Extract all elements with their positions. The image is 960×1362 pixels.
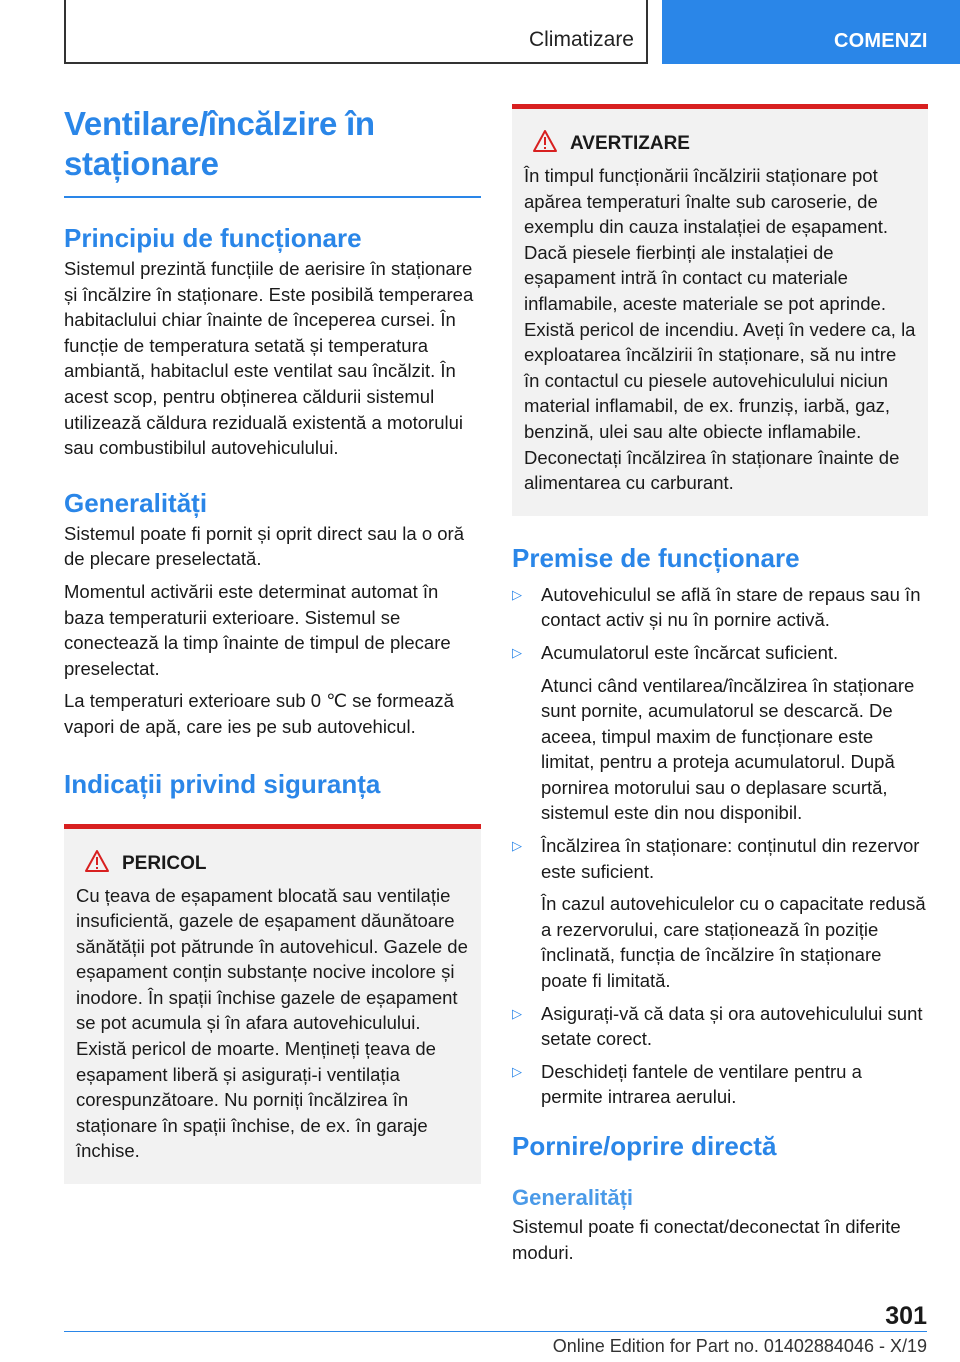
principiu-text: Sistemul prezintă funcțiile de aerisire în staționare și încălzire în staționare. Este posibilă temperarea habitaclului chiar înainte de începerea cursei. În funcție de temperatura setată și temperatura ambiantă, habitaclul este ventilat sau încălzit. În acest scop, pentru obținerea căldurii sistemul utilizează căldura reziduală existentă a motorului sau combustibilul autovehiculului. (64, 258, 474, 459)
danger-title (122, 851, 469, 877)
header-bar (64, 0, 648, 64)
danger-box (64, 824, 481, 1185)
heading-pornire: Pornire/oprire directă (512, 1131, 777, 1161)
subheading-generalitati: Generalități (512, 1185, 634, 1210)
premise-item-text: Autovehiculul se află în stare de repaus sau în contact activ și nu în pornire activă. (541, 583, 921, 631)
section-title: Climatizare (528, 28, 634, 51)
title-divider (64, 196, 481, 198)
heading-premise: Premise de funcționare (512, 542, 800, 573)
warning-triangle-icon (532, 129, 558, 153)
chapter-tab[interactable]: COMENZI (662, 0, 960, 64)
danger-text: Cu țeava de eșapament blocată sau ventilație insuficientă, gazele de eșapament dăunătoare sănătății pot pătrunde în autovehicul. Gazele de eșapament conțin substanțe nocive incolore și inodore. În spații închise gazele de eșapament se pot acumula și în afara autovehiculului. Există pericol de moarte. Mențineți țeava de eșapament liberă și asigurați-i ventilația corespunzătoare. Nu porniți încălzirea în staționare în spații închise, de ex. în garaje închise. (76, 884, 468, 1162)
triangle-bullet-icon: ▷ (512, 1005, 522, 1021)
warning-title (570, 131, 916, 157)
generalitati-p2: Momentul activării este determinat automat în baza temperaturii exterioare. Sistemul se conectează la timp înainte de timpul de plecare preselectat. (64, 580, 451, 679)
triangle-bullet-icon: ▷ (512, 586, 522, 602)
warning-triangle-icon (84, 849, 110, 873)
premise-item-text: Încălzirea în staționare: conținutul din rezervor este suficient. (541, 835, 920, 882)
premise-item-note: În cazul autovehiculelor cu o capacitate redusă a rezervorului, care staționează în poziție înclinată, funcția de încălzire în staționare poate fi limitată. (541, 893, 926, 992)
warning-title-label: AVERTIZARE (570, 133, 690, 154)
list-item (512, 1059, 928, 1110)
premise-item-text: Deschideți fantele de ventilare pentru a permite intrarea aerului. (541, 1060, 862, 1108)
danger-title-label: PERICOL (122, 852, 207, 874)
list-item (512, 833, 928, 994)
triangle-bullet-icon: ▷ (512, 644, 522, 660)
heading-siguranta: Indicații privind siguranța (64, 768, 381, 799)
list-item (512, 582, 928, 633)
warning-box (512, 104, 928, 516)
left-column (64, 104, 481, 1184)
premise-list (512, 582, 928, 1110)
triangle-bullet-icon: ▷ (512, 838, 522, 854)
page-number: 301 (885, 1302, 927, 1330)
pornire-text: Sistemul poate fi conectat/deconectat în diferite moduri. (512, 1216, 901, 1263)
triangle-bullet-icon: ▷ (512, 1063, 522, 1079)
right-column (512, 104, 928, 1265)
footer-divider (64, 1331, 927, 1332)
generalitati-p3: La temperaturi exterioare sub 0 ℃ se formează vapori de apă, care ies pe sub autovehicul. (64, 690, 454, 737)
edition-note: Online Edition for Part no. 01402884046 - X/19 (552, 1336, 927, 1356)
list-item (512, 640, 928, 826)
warning-text: În timpul funcționării încălzirii staționare pot apărea temperaturi înalte sub caroserie, de exemplu din cauza instalației de eșapament. Dacă piesele fierbinți ale instalației de eșapament intră în contact cu materiale inflamabile, aceste materiale se pot aprinde. Există pericol de incendiu. Aveți în vedere ca, la exploatarea încălzirii în staționare, să nu intre în contactul cu piesele autovehiculului niciun material inflamabil, de ex. frunziș, iarbă, gaz, benzină, ulei sau alte obiecte inflamabile. Deconectați încălzirea în staționare înainte de alimentarea cu carburant. (524, 165, 916, 494)
page-title: Ventilare/încălzire în staționare (64, 105, 375, 182)
premise-item-text: Asigurați-vă că data și ora autovehiculului sunt setate corect. (541, 1002, 923, 1050)
heading-principiu: Principiu de funcționare (64, 223, 362, 253)
heading-generalitati: Generalități (64, 487, 208, 518)
list-item (512, 1001, 928, 1052)
premise-item-text: Acumulatorul este încărcat suficient. (541, 641, 839, 663)
generalitati-p1: Sistemul poate fi pornit și oprit direct sau la o oră de plecare preselectată. (64, 522, 464, 570)
premise-item-note: Atunci când ventilarea/încălzirea în staționare sunt pornite, acumulatorul se descarcă. De aceea, timpul maxim de funcționare este limitat, pentru a proteja acumulatorul. După pornirea motorului sau o deplasare scurtă, sistemul este din nou disponibil. (541, 674, 915, 824)
